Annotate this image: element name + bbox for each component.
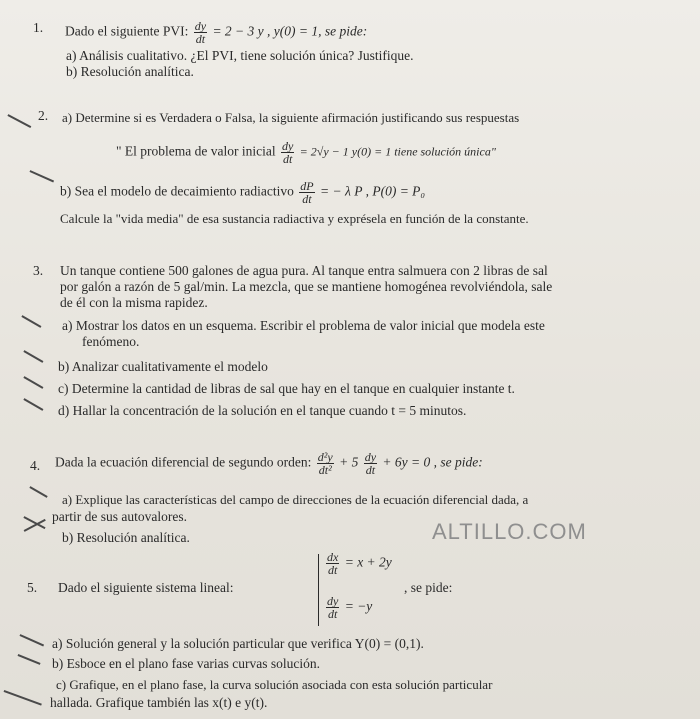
problem-2-item-a-heading: a) Determine si es Verdadera o Falsa, la siguiente afirmación justificando sus respuestas [62, 110, 520, 125]
problem-2-item-b: b) Sea el modelo de decaimiento radiactivo $\frac{dP}{dt}$ = − λ P , P(0) = P₀ [60, 179, 426, 206]
check-mark-icon [18, 654, 41, 664]
problem-1-intro: Dado el siguiente PVI: [65, 23, 189, 39]
problem-3-item-c: c) Determine la cantidad de libras de sal que hay en el tanque en cualquier instante t. [58, 381, 515, 396]
problem-3-item-a-cont: fenómeno. [82, 334, 140, 349]
check-mark-icon [24, 376, 44, 388]
problem-1-number: 1. [33, 20, 44, 35]
problem-1-equation-rhs: = 2 − 3 y , y(0) = 1, se pide: [212, 23, 368, 39]
problem-5-number: 5. [27, 580, 38, 595]
problem-2-quote: " El problema de valor inicial $\frac{dy}{dt}$ = 2√y − 1 y(0) = 1 tiene solución única" [116, 139, 496, 166]
check-mark-icon [24, 398, 44, 410]
problem-3-item-b: b) Analizar cualitativamente el modelo [58, 359, 268, 374]
problem-2-decay-derivative: $\frac{dP}{dt}$ [300, 179, 314, 206]
cross-mark-icon [24, 516, 46, 529]
problem-4-item-b: b) Resolución analítica. [62, 530, 190, 545]
problem-5-item-c-cont: hallada. Grafique también las x(t) e y(t). [50, 695, 268, 710]
problem-4-number: 4. [30, 458, 41, 473]
problem-5-intro: Dado el siguiente sistema lineal: [58, 580, 234, 595]
problem-3-line-1: Un tanque contiene 500 galones de agua pura. Al tanque entra salmuera con 2 libras de sal [60, 263, 548, 278]
problem-3-number: 3. [33, 263, 44, 278]
problem-5-tail: , se pide: [404, 580, 453, 595]
problem-4-second-derivative: $\frac{\text{d²y}}{\text{dt²}}$ [317, 450, 333, 477]
problem-2-number: 2. [38, 108, 49, 123]
problem-1-statement [65, 20, 367, 45]
check-mark-icon [22, 315, 42, 327]
check-mark-icon [24, 350, 44, 362]
problem-2-instruction: Calcule la "vida media" de esa sustancia radiactiva y exprésela en función de la constante. [60, 211, 529, 226]
check-mark-icon [20, 634, 44, 646]
problem-4-statement: Dada la ecuación diferencial de segundo orden: $\frac{\text{d²y}}{\text{dt²}}$ + 5 $\frac{dy}{dt}$ + 6y = 0 , se pide: [55, 450, 483, 477]
problem-4-first-derivative: $\frac{dy}{dt}$ [364, 450, 377, 477]
problem-5-item-a: a) Solución general y la solución particular que verifica Y(0) = (0,1). [52, 636, 424, 651]
check-mark-icon [8, 114, 32, 128]
problem-4-item-a: a) Explique las características del campo de direcciones de la ecuación diferencial dada, a [62, 492, 529, 507]
problem-1-item-b: b) Resolución analítica. [66, 64, 194, 79]
problem-4-item-a-cont: partir de sus autovalores. [52, 509, 187, 524]
problem-2-derivative: $\frac{dy}{dt}$ [281, 139, 294, 166]
check-mark-icon [30, 170, 54, 182]
problem-5-equation-2: $\frac{dy}{dt}$ = −y [327, 594, 373, 621]
watermark: ALTILLO.COM [432, 519, 587, 544]
problem-3-line-3: de él con la misma rapidez. [60, 295, 208, 310]
problem-3-item-d: d) Hallar la concentración de la solución en el tanque cuando t = 5 minutos. [58, 403, 467, 418]
problem-5-item-b: b) Esboce en el plano fase varias curvas solución. [52, 656, 321, 671]
check-mark-icon [30, 486, 48, 497]
problem-5-equation-1: $\frac{dx}{dt}$ = x + 2y [327, 550, 392, 577]
check-mark-icon [4, 690, 42, 705]
problem-5-item-c: c) Grafique, en el plano fase, la curva solución asociada con esta solución particular [56, 677, 493, 692]
problem-3-line-2: por galón a razón de 5 gal/min. La mezcla, que se mantiene homogénea revolviéndola, sale [60, 279, 553, 294]
problem-1-item-a: a) Análisis cualitativo. ¿El PVI, tiene solución única? Justifique. [66, 48, 414, 63]
problem-3-item-a: a) Mostrar los datos en un esquema. Escribir el problema de valor inicial que modela este [62, 318, 545, 333]
problem-1-derivative: $\frac{dy}{dt}$ [194, 19, 207, 46]
